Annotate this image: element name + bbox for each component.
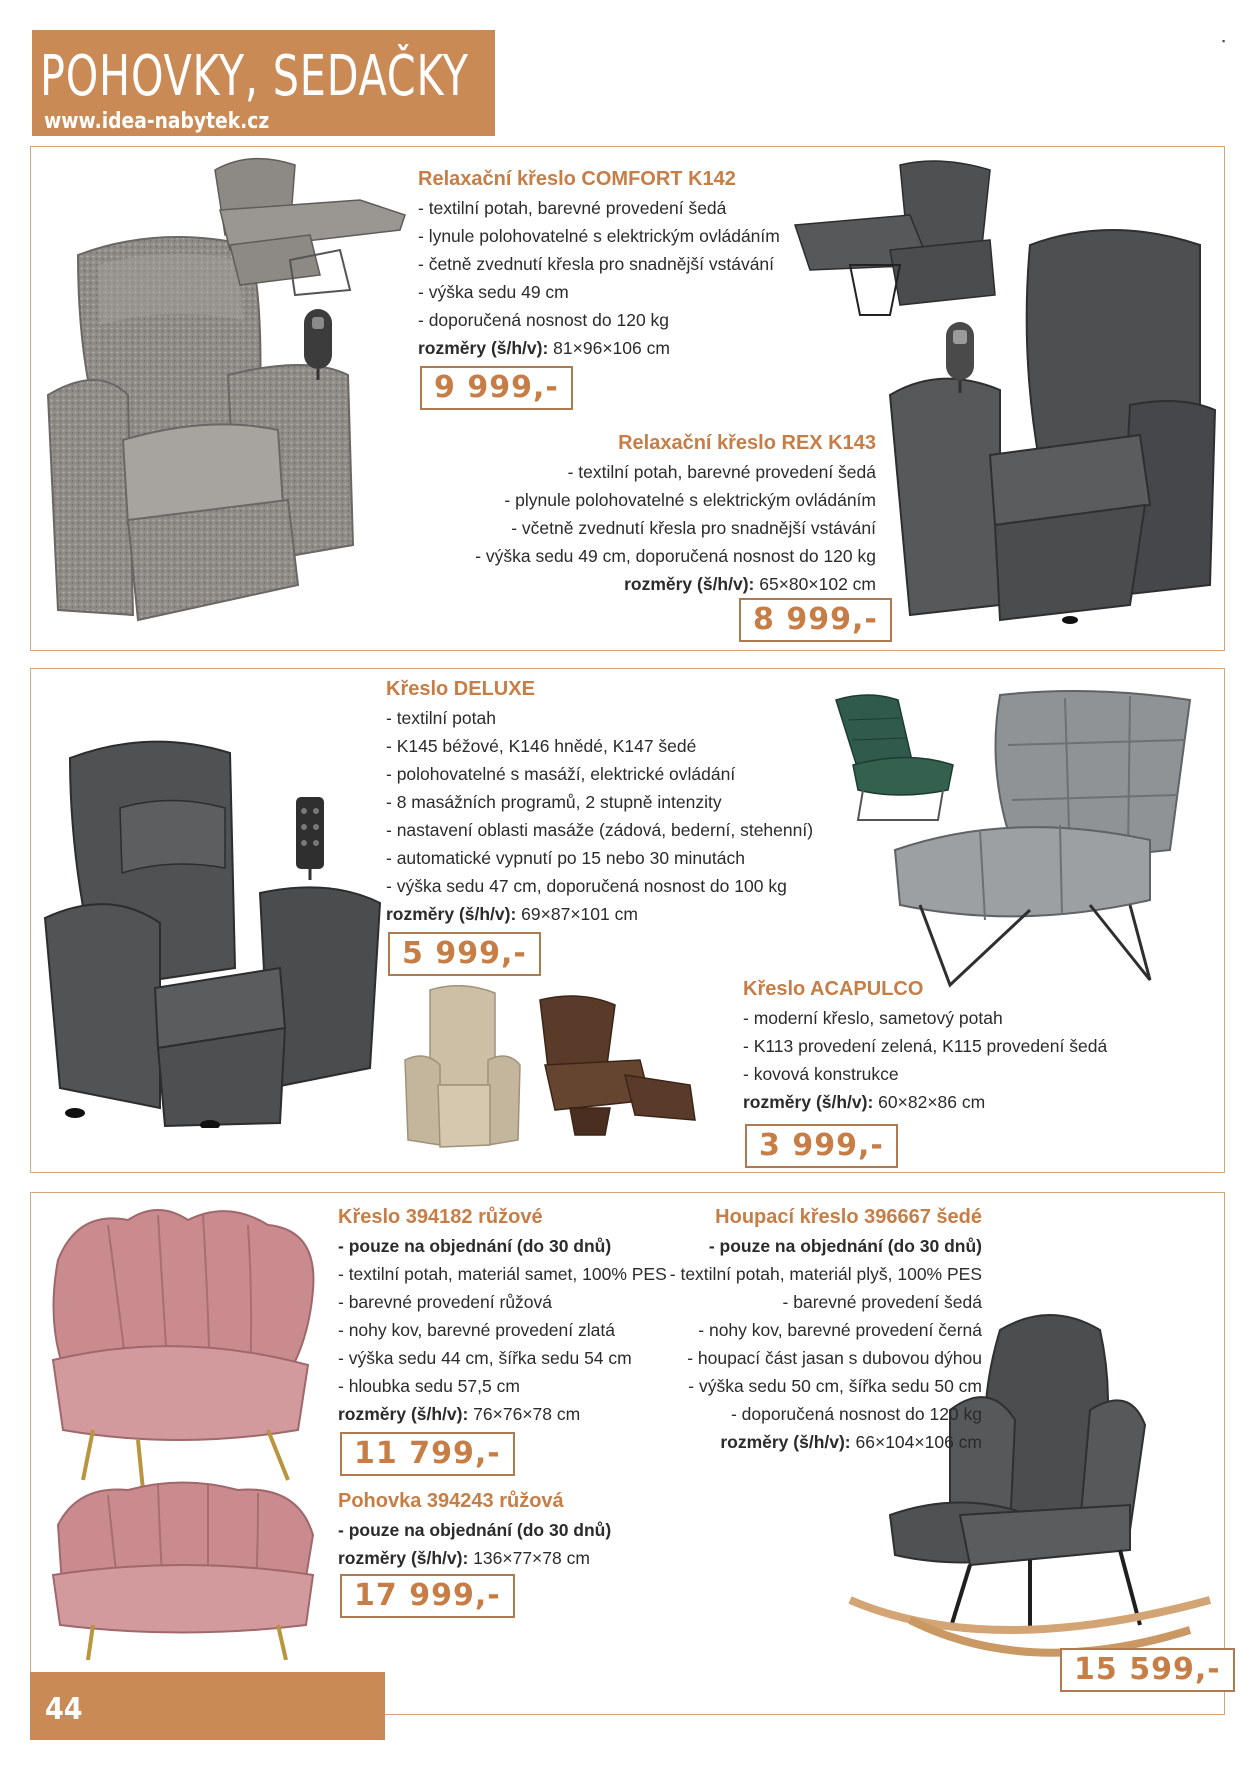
pink-chair-image bbox=[38, 1200, 328, 1490]
spec-line: - K113 provedení zelená, K115 provedení šedá bbox=[743, 1036, 1108, 1056]
product-acapulco bbox=[743, 974, 1107, 1116]
dims-value: 65×80×102 cm bbox=[754, 574, 876, 594]
dims-label: rozměry (š/h/v): bbox=[386, 904, 517, 924]
spec-line: - výška sedu 49 cm bbox=[418, 282, 569, 302]
product-rex bbox=[475, 428, 876, 598]
spec-line: - textilní potah bbox=[386, 708, 496, 728]
price-acapulco: 3 999,- bbox=[745, 1124, 898, 1168]
page-number-band bbox=[30, 1672, 385, 1740]
spec-line: - textilní potah, materiál plyš, 100% PES bbox=[669, 1264, 982, 1284]
product-title: Houpací křeslo 396667 šedé bbox=[715, 1206, 982, 1228]
spec-line: - automatické vypnutí po 15 nebo 30 minutách bbox=[386, 848, 745, 868]
spec-line: - doporučená nosnost do 120 kg bbox=[418, 310, 670, 330]
price-rocker: 15 599,- bbox=[1060, 1648, 1235, 1692]
spec-line: - textilní potah, barevné provedení šedá bbox=[418, 198, 727, 218]
dims-label: rozměry (š/h/v): bbox=[743, 1092, 874, 1112]
deluxe-chair-image bbox=[40, 728, 385, 1128]
dims-value: 76×76×78 cm bbox=[468, 1404, 581, 1424]
spec-line: - kovová konstrukce bbox=[743, 1064, 899, 1084]
acapulco-grey-image bbox=[890, 690, 1200, 990]
spec-line: - barevné provedení růžová bbox=[338, 1292, 553, 1312]
spec-line: - 8 masážních programů, 2 stupně intenzity bbox=[386, 792, 722, 812]
price-pink-sofa: 17 999,- bbox=[340, 1574, 515, 1618]
dims-value: 81×96×106 cm bbox=[548, 338, 670, 358]
dims-label: rozměry (š/h/v): bbox=[624, 574, 755, 594]
spec-line: - textilní potah, materiál samet, 100% PES bbox=[338, 1264, 667, 1284]
pink-sofa-image bbox=[48, 1475, 318, 1660]
corner-mark-icon: ▪ bbox=[1222, 36, 1226, 46]
order-note: - pouze na objednání (do 30 dnů) bbox=[338, 1520, 612, 1540]
spec-line: - výška sedu 44 cm, šířka sedu 54 cm bbox=[338, 1348, 632, 1368]
rex-remote-image bbox=[940, 318, 980, 393]
spec-line: - plynule polohovatelné s elektrickým ovládáním bbox=[504, 490, 876, 510]
dims-value: 66×104×106 cm bbox=[850, 1432, 982, 1452]
comfort-remote-image bbox=[300, 305, 336, 380]
spec-line: - včetně zvednutí křesla pro snadnější vstávání bbox=[511, 518, 876, 538]
order-note: - pouze na objednání (do 30 dnů) bbox=[708, 1236, 982, 1256]
dims-label: rozměry (š/h/v): bbox=[720, 1432, 851, 1452]
website-url[interactable]: www.idea-nabytek.cz bbox=[44, 109, 270, 134]
product-title: Křeslo ACAPULCO bbox=[743, 978, 924, 1000]
product-title: Křeslo 394182 růžové bbox=[338, 1206, 543, 1228]
product-pink-sofa bbox=[338, 1486, 611, 1572]
deluxe-brown-image bbox=[530, 990, 700, 1140]
rex-reclined-image bbox=[790, 155, 1015, 320]
product-comfort bbox=[418, 164, 780, 362]
product-title: Pohovka 394243 růžová bbox=[338, 1490, 564, 1512]
spec-line: - nastavení oblasti masáže (zádová, bederní, stehenní) bbox=[386, 820, 814, 840]
dims-label: rozměry (š/h/v): bbox=[418, 338, 549, 358]
dims-value: 69×87×101 cm bbox=[516, 904, 638, 924]
spec-line: - polohovatelné s masáží, elektrické ovládání bbox=[386, 764, 736, 784]
page-number: 44 bbox=[45, 1692, 83, 1727]
product-rocker bbox=[670, 1202, 982, 1456]
spec-line: - výška sedu 49 cm, doporučená nosnost do 120 kg bbox=[475, 546, 876, 566]
spec-line: - houpací část jasan s dubovou dýhou bbox=[687, 1348, 982, 1368]
dims-value: 60×82×86 cm bbox=[873, 1092, 986, 1112]
spec-line: - nohy kov, barevné provedení černá bbox=[698, 1320, 982, 1340]
price-comfort: 9 999,- bbox=[420, 366, 573, 410]
spec-line: - barevné provedení šedá bbox=[782, 1292, 982, 1312]
spec-line: - lynule polohovatelné s elektrickým ovládáním bbox=[418, 226, 780, 246]
product-deluxe bbox=[386, 674, 813, 928]
dims-value: 136×77×78 cm bbox=[468, 1548, 590, 1568]
price-deluxe: 5 999,- bbox=[388, 932, 541, 976]
order-note: - pouze na objednání (do 30 dnů) bbox=[338, 1236, 612, 1256]
dims-label: rozměry (š/h/v): bbox=[338, 1548, 469, 1568]
price-pink-chair: 11 799,- bbox=[340, 1432, 515, 1476]
comfort-reclined-image bbox=[200, 150, 415, 300]
product-pink-chair bbox=[338, 1202, 667, 1428]
dims-label: rozměry (š/h/v): bbox=[338, 1404, 469, 1424]
deluxe-remote-image bbox=[292, 795, 328, 880]
spec-line: - doporučená nosnost do 120 kg bbox=[730, 1404, 982, 1424]
deluxe-beige-image bbox=[400, 985, 525, 1150]
spec-line: - výška sedu 50 cm, šířka sedu 50 cm bbox=[688, 1376, 982, 1396]
spec-line: - nohy kov, barevné provedení zlatá bbox=[338, 1320, 615, 1340]
spec-line: - četně zvednutí křesla pro snadnější vstávání bbox=[418, 254, 775, 274]
spec-line: - K145 béžové, K146 hnědé, K147 šedé bbox=[386, 736, 697, 756]
product-title: Křeslo DELUXE bbox=[386, 678, 535, 700]
product-title: Relaxační křeslo REX K143 bbox=[618, 432, 876, 454]
price-rex: 8 999,- bbox=[739, 598, 892, 642]
spec-line: - moderní křeslo, sametový potah bbox=[743, 1008, 1003, 1028]
spec-line: - textilní potah, barevné provedení šedá bbox=[567, 462, 876, 482]
product-title: Relaxační křeslo COMFORT K142 bbox=[418, 168, 736, 190]
spec-line: - výška sedu 47 cm, doporučená nosnost do 100 kg bbox=[386, 876, 787, 896]
spec-line: - hloubka sedu 57,5 cm bbox=[338, 1376, 520, 1396]
page-title: POHOVKY, SEDAČKY bbox=[40, 44, 469, 109]
